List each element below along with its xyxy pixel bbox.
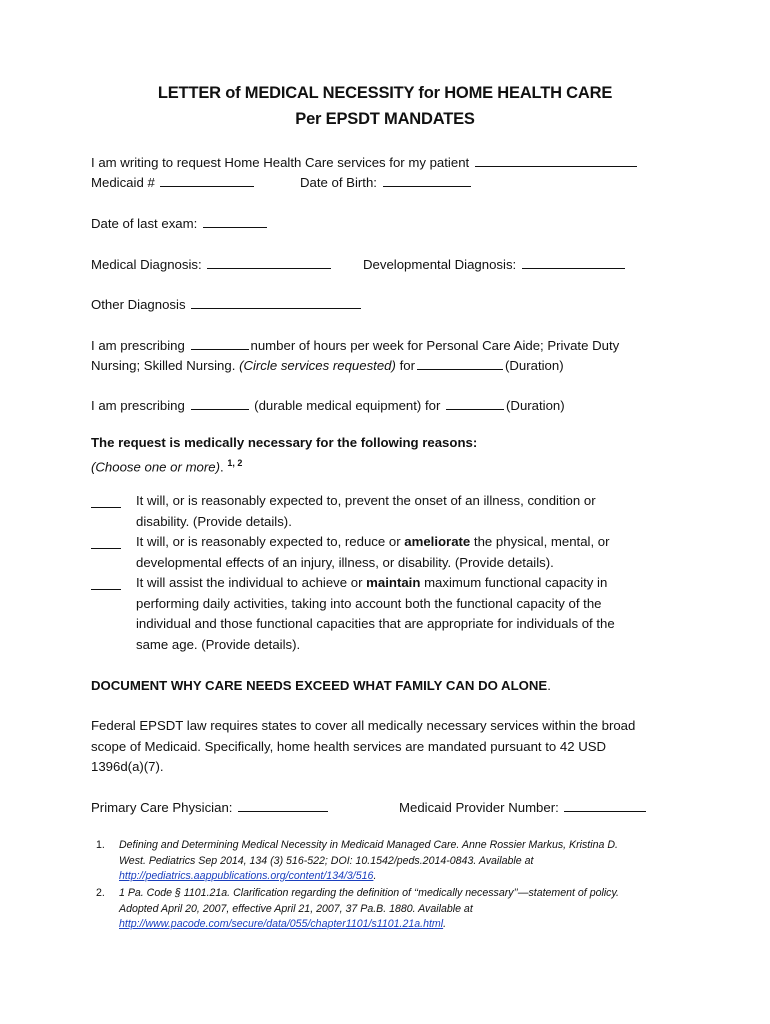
footnote-1-line-2: West. Pediatrics Sep 2014, 134 (3) 516-522; DOI: 10.1542/peds.2014-0843. Available at bbox=[119, 854, 534, 867]
duration-label-2: (Duration) bbox=[506, 398, 565, 413]
dob-line bbox=[300, 173, 473, 193]
for-text: for bbox=[395, 358, 415, 373]
title-line-1: LETTER of MEDICAL NECESSITY for HOME HEALTH CARE bbox=[157, 84, 613, 102]
option-2-line-1 bbox=[136, 532, 666, 553]
option-3-text-b: maximum functional capacity in bbox=[420, 575, 608, 590]
dme-middle: (durable medical equipment) for bbox=[254, 398, 441, 413]
pcp-label: Primary Care Physician: bbox=[91, 800, 233, 815]
duration-blank-1[interactable] bbox=[417, 356, 503, 370]
footnote-1-link-line bbox=[119, 869, 679, 885]
provider-number-line bbox=[399, 798, 648, 818]
medicaid-label: Medicaid # bbox=[91, 175, 155, 190]
dob-blank[interactable] bbox=[383, 173, 471, 187]
option-3-blank[interactable] bbox=[91, 576, 121, 590]
provider-number-blank[interactable] bbox=[564, 798, 646, 812]
medical-diagnosis-line bbox=[91, 255, 333, 275]
option-3-line-2: performing daily activities, taking into account both the functional capacity of the bbox=[136, 595, 602, 611]
document-note-bold: DOCUMENT WHY CARE NEEDS EXCEED WHAT FAMILY CAN DO ALONE bbox=[91, 678, 548, 693]
prescribing-dme-line bbox=[91, 396, 565, 416]
option-3-text-a: It will assist the individual to achieve or bbox=[136, 575, 367, 590]
option-2-text-a: It will, or is reasonably expected to, reduce or bbox=[136, 534, 405, 549]
patient-name-blank[interactable] bbox=[475, 153, 637, 167]
footnote-2-link[interactable]: http://www.pacode.com/secure/data/055/chapter1101/s1101.21a.html bbox=[119, 918, 444, 930]
option-2-text-b: the physical, mental, or bbox=[470, 534, 610, 549]
footnote-1-number: 1. bbox=[96, 839, 105, 851]
prescribing-suffix: number of hours per week for Personal Care Aide; Private Duty bbox=[250, 338, 620, 353]
choose-period: . bbox=[220, 459, 224, 475]
prescribing-hours-line bbox=[91, 336, 619, 356]
circle-services-note: (Circle services requested) bbox=[239, 358, 396, 373]
medicaid-number-blank[interactable] bbox=[160, 173, 254, 187]
provider-number-label: Medicaid Provider Number: bbox=[399, 800, 559, 815]
footnote-2-link-end: . bbox=[443, 918, 447, 930]
duration-blank-2[interactable] bbox=[446, 396, 504, 410]
medicaid-line bbox=[91, 173, 256, 193]
title-line-2: Per EPSDT MANDATES bbox=[295, 110, 475, 128]
request-text: I am writing to request Home Health Care services for my patient bbox=[91, 155, 470, 170]
dob-label: Date of Birth: bbox=[300, 175, 377, 190]
hours-blank[interactable] bbox=[191, 336, 249, 350]
document-note-period: . bbox=[547, 678, 551, 693]
option-3-line-1 bbox=[136, 573, 666, 594]
other-diagnosis-line bbox=[91, 295, 363, 315]
last-exam-label: Date of last exam: bbox=[91, 216, 198, 231]
other-diagnosis-blank[interactable] bbox=[191, 295, 361, 309]
footnote-2-link-line bbox=[119, 917, 679, 933]
option-2-line-2: developmental effects of an injury, illness, or disability. (Provide details). bbox=[136, 554, 554, 570]
last-exam-blank[interactable] bbox=[203, 214, 267, 228]
option-3-text bbox=[136, 573, 666, 655]
developmental-diagnosis-label: Developmental Diagnosis: bbox=[363, 257, 517, 272]
option-1-blank[interactable] bbox=[91, 494, 121, 508]
duration-label-1: (Duration) bbox=[504, 358, 564, 373]
option-2-bold: ameliorate bbox=[404, 534, 471, 549]
prescribing-dme-prefix: I am prescribing bbox=[91, 398, 185, 413]
medical-diagnosis-blank[interactable] bbox=[207, 255, 331, 269]
footnote-1 bbox=[119, 838, 679, 885]
prescribing-nursing-line bbox=[91, 356, 564, 376]
nursing-text: Nursing; Skilled Nursing. bbox=[91, 358, 240, 373]
reasons-heading: The request is medically necessary for the following reasons: bbox=[91, 435, 478, 450]
developmental-diagnosis-blank[interactable] bbox=[522, 255, 625, 269]
footnote-1-link-end: . bbox=[373, 870, 377, 882]
option-2-text bbox=[136, 532, 666, 573]
option-3-line-4: same age. (Provide details). bbox=[136, 636, 301, 652]
footnote-ref: 1, 2 bbox=[227, 458, 243, 468]
dme-blank[interactable] bbox=[191, 396, 249, 410]
footnote-1-link[interactable]: http://pediatrics.aappublications.org/content/134/3/516 bbox=[119, 870, 374, 882]
choose-text: (Choose one or more) bbox=[91, 459, 221, 475]
option-2-blank[interactable] bbox=[91, 535, 121, 549]
request-line bbox=[91, 153, 639, 173]
footnote-2-line-2: Adopted April 20, 2007, effective April 21, 2007, 37 Pa.B. 1880. Available at bbox=[119, 902, 473, 915]
medical-diagnosis-label: Medical Diagnosis: bbox=[91, 257, 202, 272]
footnote-2-line-1: 1 Pa. Code § 1101.21a. Clarification regarding the definition of ‘‘medically necessary’’—statement of policy. bbox=[119, 887, 619, 899]
document-note bbox=[91, 676, 551, 696]
federal-line-3: 1396d(a)(7). bbox=[91, 759, 164, 774]
option-1-text bbox=[136, 491, 666, 532]
choose-note bbox=[91, 453, 242, 477]
developmental-diagnosis-line bbox=[363, 255, 627, 275]
option-3-line-3: individual and those functional capacities that are appropriate for individuals of the bbox=[136, 616, 615, 631]
footnote-2 bbox=[119, 886, 679, 933]
footnote-2-number: 2. bbox=[96, 887, 105, 899]
pcp-line bbox=[91, 798, 330, 818]
federal-line-1: Federal EPSDT law requires states to cover all medically necessary services within the broad bbox=[91, 718, 636, 733]
option-1-line-2: disability. (Provide details). bbox=[136, 513, 292, 529]
prescribing-prefix: I am prescribing bbox=[91, 338, 185, 353]
last-exam-line bbox=[91, 214, 269, 234]
pcp-blank[interactable] bbox=[238, 798, 328, 812]
footnote-1-line-1: Defining and Determining Medical Necessity in Medicaid Managed Care. Anne Rossier Markus, Kristina D. bbox=[119, 839, 618, 851]
other-diagnosis-label: Other Diagnosis bbox=[91, 297, 186, 312]
option-1-line-1: It will, or is reasonably expected to, prevent the onset of an illness, condition or bbox=[136, 493, 596, 508]
federal-line-2: scope of Medicaid. Specifically, home health services are mandated pursuant to 42 USD bbox=[91, 739, 607, 754]
option-3-bold: maintain bbox=[366, 575, 421, 590]
